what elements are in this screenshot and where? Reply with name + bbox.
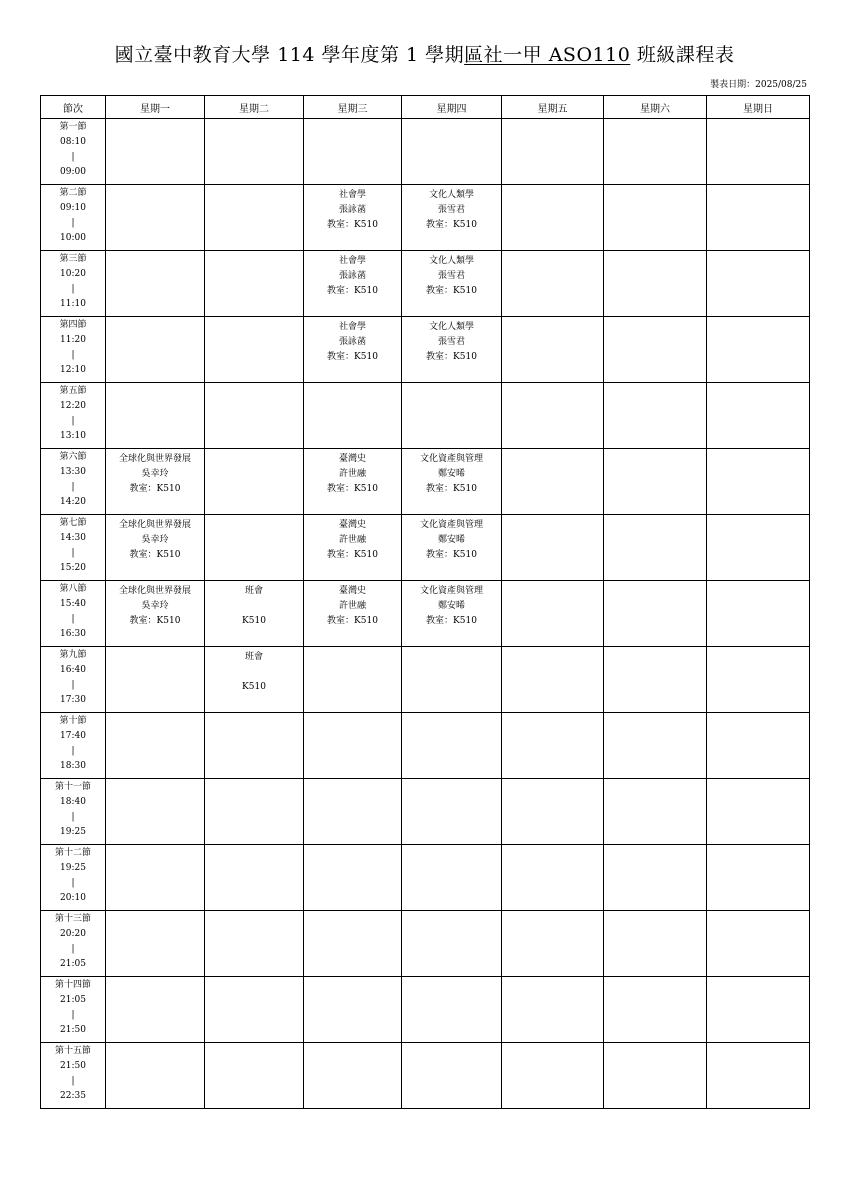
course-room: 教室：K510 xyxy=(129,550,181,560)
period-separator: | xyxy=(71,1076,75,1086)
day-cell-thu xyxy=(402,1043,502,1109)
course-room: K510 xyxy=(242,616,266,626)
course-teacher: 許世融 xyxy=(338,535,366,545)
day-cell-mon xyxy=(106,185,205,251)
day-cell-wed xyxy=(304,581,402,647)
day-cell-sun xyxy=(707,647,810,713)
title-school-term: 國立臺中教育大學 114 學年度第 1 學期 xyxy=(114,44,465,66)
day-cell-fri xyxy=(502,977,604,1043)
day-cell-thu xyxy=(402,185,502,251)
day-cell-tue xyxy=(205,911,304,977)
course-teacher: 張雪君 xyxy=(437,337,465,347)
period-name: 第二節 xyxy=(59,188,87,198)
period-end: 11:10 xyxy=(60,299,86,309)
course-room: 教室：K510 xyxy=(426,220,477,230)
period-separator: | xyxy=(71,944,75,954)
course-room: 教室：K510 xyxy=(327,220,378,230)
period-cell xyxy=(41,1043,106,1109)
day-cell-thu xyxy=(402,713,502,779)
course-room: 教室：K510 xyxy=(426,550,477,560)
period-end: 10:00 xyxy=(60,233,86,243)
course-room: 教室：K510 xyxy=(426,616,477,626)
day-cell-mon xyxy=(106,449,205,515)
day-cell-sun xyxy=(707,449,810,515)
course-name: 社會學 xyxy=(338,256,366,266)
period-separator: | xyxy=(71,614,75,624)
day-cell-wed xyxy=(304,1043,402,1109)
period-separator: | xyxy=(71,548,75,558)
period-row xyxy=(41,185,810,251)
period-end: 14:20 xyxy=(60,497,86,507)
day-cell-wed xyxy=(304,251,402,317)
day-cell-thu xyxy=(402,977,502,1043)
period-end: 20:10 xyxy=(60,893,86,903)
day-cell-thu xyxy=(402,317,502,383)
day-cell-fri xyxy=(502,581,604,647)
period-cell xyxy=(41,779,106,845)
period-name: 第三節 xyxy=(59,254,87,264)
period-name: 第十節 xyxy=(59,716,87,726)
col-header-mon: 星期一 xyxy=(106,96,205,119)
day-cell-thu xyxy=(402,119,502,185)
day-cell-tue xyxy=(205,449,304,515)
period-end: 15:20 xyxy=(60,563,86,573)
course-name: 全球化與世界發展 xyxy=(118,586,191,596)
course-teacher: 張雪君 xyxy=(437,205,465,215)
period-start: 10:20 xyxy=(60,269,86,279)
period-start: 21:05 xyxy=(60,995,86,1005)
day-cell-tue xyxy=(205,581,304,647)
day-cell-sat xyxy=(604,845,707,911)
day-cell-fri xyxy=(502,845,604,911)
page-title xyxy=(0,40,849,67)
period-row xyxy=(41,515,810,581)
day-cell-thu xyxy=(402,647,502,713)
course-name: 文化人類學 xyxy=(428,322,474,332)
period-name: 第十五節 xyxy=(54,1046,91,1056)
period-cell xyxy=(41,449,106,515)
day-cell-fri xyxy=(502,383,604,449)
period-cell xyxy=(41,251,106,317)
day-cell-mon xyxy=(106,581,205,647)
course-teacher xyxy=(205,599,303,614)
day-cell-wed xyxy=(304,779,402,845)
day-cell-fri xyxy=(502,911,604,977)
period-name: 第十一節 xyxy=(54,782,91,792)
period-separator: | xyxy=(71,416,75,426)
day-cell-tue xyxy=(205,977,304,1043)
period-separator: | xyxy=(71,482,75,492)
day-cell-thu xyxy=(402,581,502,647)
period-separator: | xyxy=(71,284,75,294)
course-teacher: 張雪君 xyxy=(437,271,465,281)
day-cell-sat xyxy=(604,713,707,779)
period-start: 12:20 xyxy=(60,401,86,411)
day-cell-thu xyxy=(402,515,502,581)
period-cell xyxy=(41,647,106,713)
day-cell-tue xyxy=(205,779,304,845)
day-cell-thu xyxy=(402,383,502,449)
day-cell-mon xyxy=(106,845,205,911)
period-name: 第十三節 xyxy=(54,914,91,924)
day-cell-tue xyxy=(205,647,304,713)
title-class-code: 區社一甲 ASO110 xyxy=(464,44,631,66)
period-row xyxy=(41,581,810,647)
course-room: 教室：K510 xyxy=(426,352,477,362)
day-cell-thu xyxy=(402,449,502,515)
period-name: 第五節 xyxy=(59,386,87,396)
day-cell-wed xyxy=(304,911,402,977)
day-cell-mon xyxy=(106,713,205,779)
day-cell-mon xyxy=(106,911,205,977)
day-cell-wed xyxy=(304,317,402,383)
period-end: 09:00 xyxy=(60,167,86,177)
day-cell-thu xyxy=(402,845,502,911)
day-cell-wed xyxy=(304,449,402,515)
period-name: 第八節 xyxy=(59,584,87,594)
day-cell-mon xyxy=(106,647,205,713)
period-start: 19:25 xyxy=(60,863,86,873)
course-name: 臺灣史 xyxy=(338,520,366,530)
col-header-fri: 星期五 xyxy=(502,96,604,119)
period-start: 08:10 xyxy=(60,137,86,147)
course-room: 教室：K510 xyxy=(426,484,477,494)
period-cell xyxy=(41,845,106,911)
course-teacher: 張詠菡 xyxy=(338,337,366,347)
day-cell-mon xyxy=(106,251,205,317)
day-cell-tue xyxy=(205,383,304,449)
period-cell xyxy=(41,581,106,647)
period-row xyxy=(41,977,810,1043)
course-name: 班會 xyxy=(244,652,263,662)
period-start: 09:10 xyxy=(60,203,86,213)
col-header-sat: 星期六 xyxy=(604,96,707,119)
period-name: 第七節 xyxy=(59,518,87,528)
day-cell-fri xyxy=(502,1043,604,1109)
course-teacher: 吳幸玲 xyxy=(141,469,169,479)
day-cell-fri xyxy=(502,251,604,317)
day-cell-sat xyxy=(604,251,707,317)
course-room: 教室：K510 xyxy=(129,484,181,494)
period-end: 22:35 xyxy=(60,1091,86,1101)
period-start: 14:30 xyxy=(60,533,86,543)
period-end: 19:25 xyxy=(60,827,86,837)
day-cell-wed xyxy=(304,713,402,779)
day-cell-wed xyxy=(304,383,402,449)
schedule-body xyxy=(41,119,810,1109)
day-cell-sun xyxy=(707,185,810,251)
day-cell-sun xyxy=(707,845,810,911)
day-cell-sun xyxy=(707,779,810,845)
day-cell-sun xyxy=(707,1043,810,1109)
day-cell-mon xyxy=(106,1043,205,1109)
period-start: 17:40 xyxy=(60,731,86,741)
day-cell-sun xyxy=(707,119,810,185)
day-cell-sun xyxy=(707,251,810,317)
course-room: K510 xyxy=(242,682,266,692)
day-cell-sat xyxy=(604,119,707,185)
day-cell-sat xyxy=(604,317,707,383)
course-name: 全球化與世界發展 xyxy=(118,454,191,464)
day-cell-sat xyxy=(604,1043,707,1109)
period-row xyxy=(41,911,810,977)
day-cell-tue xyxy=(205,515,304,581)
day-cell-fri xyxy=(502,713,604,779)
schedule-table xyxy=(40,95,810,1109)
period-separator: | xyxy=(71,218,75,228)
day-cell-fri xyxy=(502,449,604,515)
day-cell-mon xyxy=(106,317,205,383)
day-cell-mon xyxy=(106,515,205,581)
day-cell-sun xyxy=(707,911,810,977)
day-cell-sun xyxy=(707,713,810,779)
col-header-tue: 星期二 xyxy=(205,96,304,119)
period-row xyxy=(41,317,810,383)
day-cell-mon xyxy=(106,383,205,449)
period-end: 13:10 xyxy=(60,431,86,441)
period-start: 18:40 xyxy=(60,797,86,807)
course-name: 文化人類學 xyxy=(428,190,474,200)
day-cell-sat xyxy=(604,779,707,845)
day-cell-fri xyxy=(502,515,604,581)
day-cell-sun xyxy=(707,515,810,581)
day-cell-fri xyxy=(502,317,604,383)
col-header-period: 節次 xyxy=(41,96,106,119)
day-cell-sat xyxy=(604,383,707,449)
day-cell-sun xyxy=(707,383,810,449)
course-room: 教室：K510 xyxy=(426,286,477,296)
course-teacher: 許世融 xyxy=(338,601,366,611)
period-cell xyxy=(41,317,106,383)
period-row xyxy=(41,1043,810,1109)
course-room: 教室：K510 xyxy=(327,484,378,494)
day-cell-wed xyxy=(304,845,402,911)
course-name: 文化資產與管理 xyxy=(419,454,483,464)
course-name: 文化資產與管理 xyxy=(419,520,483,530)
course-room: 教室：K510 xyxy=(129,616,181,626)
day-cell-sat xyxy=(604,977,707,1043)
course-teacher: 張詠菡 xyxy=(338,271,366,281)
period-separator: | xyxy=(71,680,75,690)
period-start: 16:40 xyxy=(60,665,86,675)
course-teacher: 鄭安晞 xyxy=(437,469,465,479)
period-cell xyxy=(41,911,106,977)
period-row xyxy=(41,647,810,713)
course-teacher: 張詠菡 xyxy=(338,205,366,215)
period-cell xyxy=(41,977,106,1043)
course-name: 社會學 xyxy=(338,190,366,200)
course-teacher xyxy=(205,665,303,680)
col-header-wed: 星期三 xyxy=(304,96,402,119)
day-cell-tue xyxy=(205,713,304,779)
course-teacher: 吳幸玲 xyxy=(141,535,169,545)
period-separator: | xyxy=(71,812,75,822)
day-cell-fri xyxy=(502,119,604,185)
period-end: 18:30 xyxy=(60,761,86,771)
made-date: 製表日期：2025/08/25 xyxy=(710,80,807,90)
day-cell-sun xyxy=(707,317,810,383)
period-separator: | xyxy=(71,878,75,888)
day-cell-sat xyxy=(604,515,707,581)
period-end: 12:10 xyxy=(60,365,86,375)
day-cell-sun xyxy=(707,977,810,1043)
day-cell-tue xyxy=(205,119,304,185)
day-cell-tue xyxy=(205,251,304,317)
day-cell-tue xyxy=(205,185,304,251)
period-name: 第十二節 xyxy=(54,848,91,858)
period-name: 第一節 xyxy=(59,122,87,132)
course-room: 教室：K510 xyxy=(327,352,378,362)
day-cell-fri xyxy=(502,779,604,845)
day-cell-sun xyxy=(707,581,810,647)
course-teacher: 吳幸玲 xyxy=(141,601,169,611)
period-row xyxy=(41,449,810,515)
period-end: 21:05 xyxy=(60,959,86,969)
course-teacher: 鄭安晞 xyxy=(437,601,465,611)
day-cell-thu xyxy=(402,779,502,845)
title-suffix: 班級課程表 xyxy=(630,44,735,66)
period-end: 16:30 xyxy=(60,629,86,639)
period-end: 17:30 xyxy=(60,695,86,705)
day-cell-sat xyxy=(604,581,707,647)
day-cell-wed xyxy=(304,647,402,713)
period-start: 15:40 xyxy=(60,599,86,609)
period-cell xyxy=(41,383,106,449)
day-cell-wed xyxy=(304,185,402,251)
day-cell-sat xyxy=(604,911,707,977)
period-separator: | xyxy=(71,1010,75,1020)
course-teacher: 許世融 xyxy=(338,469,366,479)
day-cell-thu xyxy=(402,251,502,317)
day-cell-tue xyxy=(205,317,304,383)
period-cell xyxy=(41,713,106,779)
period-row xyxy=(41,119,810,185)
period-start: 20:20 xyxy=(60,929,86,939)
course-room: 教室：K510 xyxy=(327,286,378,296)
period-name: 第九節 xyxy=(59,650,87,660)
period-row xyxy=(41,845,810,911)
course-name: 社會學 xyxy=(338,322,366,332)
period-name: 第四節 xyxy=(59,320,87,330)
period-row xyxy=(41,779,810,845)
period-name: 第十四節 xyxy=(54,980,91,990)
period-end: 21:50 xyxy=(60,1025,86,1035)
period-start: 21:50 xyxy=(60,1061,86,1071)
day-cell-wed xyxy=(304,977,402,1043)
day-cell-tue xyxy=(205,1043,304,1109)
col-header-sun: 星期日 xyxy=(707,96,810,119)
course-name: 全球化與世界發展 xyxy=(118,520,191,530)
day-cell-wed xyxy=(304,119,402,185)
course-name: 文化資產與管理 xyxy=(419,586,483,596)
period-row xyxy=(41,713,810,779)
day-cell-wed xyxy=(304,515,402,581)
day-cell-fri xyxy=(502,647,604,713)
period-separator: | xyxy=(71,152,75,162)
period-start: 13:30 xyxy=(60,467,86,477)
period-cell xyxy=(41,119,106,185)
period-separator: | xyxy=(71,350,75,360)
header-row xyxy=(41,96,810,119)
course-name: 文化人類學 xyxy=(428,256,474,266)
day-cell-tue xyxy=(205,845,304,911)
course-name: 臺灣史 xyxy=(338,586,366,596)
day-cell-mon xyxy=(106,977,205,1043)
day-cell-sat xyxy=(604,647,707,713)
day-cell-sat xyxy=(604,185,707,251)
day-cell-mon xyxy=(106,779,205,845)
course-teacher: 鄭安晞 xyxy=(437,535,465,545)
course-room: 教室：K510 xyxy=(327,616,378,626)
day-cell-thu xyxy=(402,911,502,977)
day-cell-mon xyxy=(106,119,205,185)
day-cell-sat xyxy=(604,449,707,515)
period-cell xyxy=(41,515,106,581)
course-room: 教室：K510 xyxy=(327,550,378,560)
course-name: 班會 xyxy=(244,586,263,596)
period-cell xyxy=(41,185,106,251)
day-cell-fri xyxy=(502,185,604,251)
course-name: 臺灣史 xyxy=(338,454,366,464)
col-header-thu: 星期四 xyxy=(402,96,502,119)
period-separator: | xyxy=(71,746,75,756)
period-row xyxy=(41,251,810,317)
period-start: 11:20 xyxy=(60,335,86,345)
period-row xyxy=(41,383,810,449)
period-name: 第六節 xyxy=(59,452,87,462)
